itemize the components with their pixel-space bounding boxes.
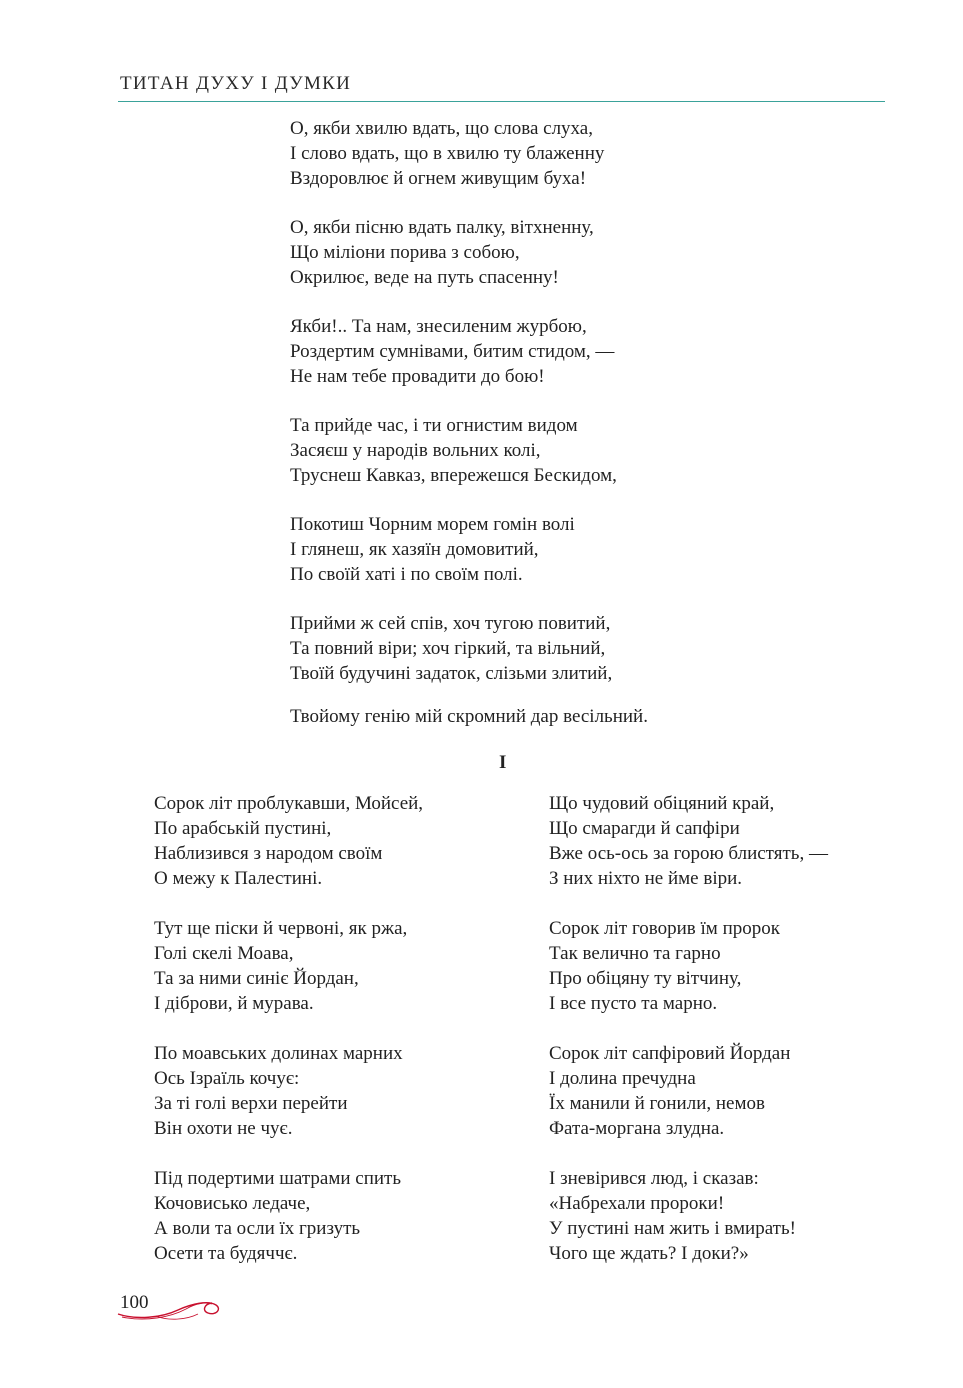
poem-line: І слово вдать, що в хвилю ту блаженну	[290, 143, 605, 164]
top-stanza-4	[290, 413, 617, 488]
poem-line: Наблизився з народом своїм	[154, 843, 383, 864]
poem-line: Твоїй будучині задаток, слізьми злитий,	[290, 663, 613, 684]
top-stanza-3	[290, 314, 614, 389]
poem-line: О межу к Палестині.	[154, 868, 323, 889]
poem-line: Фата-моргана злудна.	[549, 1118, 725, 1139]
poem-line: Та за ними синіє Йордан,	[154, 968, 359, 989]
poem-line: А воли та осли їх гризуть	[154, 1218, 361, 1239]
poem-line: Чого ще ждать? І доки?»	[549, 1243, 749, 1264]
running-header: ТИТАН ДУХУ І ДУМКИ	[120, 73, 352, 94]
top-stanza-2	[290, 215, 594, 290]
poem-line: За ті голі верхи перейти	[154, 1093, 348, 1114]
poem-line: З них ніхто не йме віри.	[549, 868, 743, 889]
poem-line: І діброви, й мурава.	[154, 993, 314, 1014]
poem-line: І глянеш, як хазяїн домовитий,	[290, 539, 539, 560]
poem-line: Ось Ізраїль кочує:	[154, 1068, 300, 1089]
poem-line: І все пусто та марно.	[549, 993, 718, 1014]
poem-line: Вже ось-ось за горою блистять, —	[549, 843, 828, 864]
poem-line: Сорок літ проблукавши, Мойсей,	[154, 793, 424, 814]
left-stanza-4	[154, 1166, 401, 1266]
poem-line: Голі скелі Моава,	[154, 943, 294, 964]
poem-line: Що чудовий обіцяний край,	[549, 793, 775, 814]
section-numeral: I	[499, 752, 507, 773]
poem-line: По своїй хаті і по своїм полі.	[290, 564, 523, 585]
poem-line: Та повний віри; хоч гіркий, та вільний,	[290, 638, 606, 659]
top-stanza-5	[290, 512, 575, 587]
top-stanza-1	[290, 116, 604, 191]
page-number: 100	[120, 1292, 149, 1313]
poem-line: Твойому генію мій скромний дар весільний.	[290, 706, 648, 727]
poem-line: Сорок літ сапфіровий Йордан	[549, 1043, 791, 1064]
poem-line: Не нам тебе провадити до бою!	[290, 366, 545, 387]
poem-line: Роздертим сумнівами, битим стидом, —	[290, 341, 615, 362]
left-stanza-3	[154, 1041, 403, 1141]
poem-line: Що міліони порива з собою,	[290, 242, 520, 263]
poem-line: О, якби хвилю вдать, що слова слуха,	[290, 118, 593, 139]
poem-line: Окрилює, веде на путь спасенну!	[290, 267, 559, 288]
poem-line: Труснеш Кавказ, впережешся Бескидом,	[290, 465, 617, 486]
poem-line: Під подертими шатрами спить	[154, 1168, 402, 1189]
poem-line: І зневірився люд, і сказав:	[549, 1168, 759, 1189]
right-stanza-2	[549, 916, 780, 1016]
header-rule	[118, 101, 885, 102]
poem-line: Він охоти не чує.	[154, 1118, 293, 1139]
poem-line: Прийми ж сей спів, хоч тугою повитий,	[290, 613, 611, 634]
poem-line: У пустині нам жить і вмирать!	[549, 1218, 796, 1239]
left-stanza-1	[154, 791, 423, 891]
right-stanza-3	[549, 1041, 790, 1141]
poem-line: По арабській пустині,	[154, 818, 332, 839]
top-stanza-6	[290, 611, 612, 686]
poem-line: Кочовисько ледаче,	[154, 1193, 311, 1214]
poem-line: Про обіцяну ту вітчину,	[549, 968, 742, 989]
poem-line: Осети та будяччє.	[154, 1243, 298, 1264]
right-stanza-1	[549, 791, 828, 891]
poem-line: І долина пречудна	[549, 1068, 696, 1089]
poem-line: Сорок літ говорив їм пророк	[549, 918, 780, 939]
poem-line: Засяєш у народів вольних колі,	[290, 440, 541, 461]
poem-line: Тут ще піски й червоні, як ржа,	[154, 918, 408, 939]
poem-line: По моавських долинах марних	[154, 1043, 403, 1064]
poem-line: Якби!.. Та нам, знесиленим журбою,	[290, 316, 587, 337]
right-stanza-4	[549, 1166, 796, 1266]
top-stanza-7	[290, 704, 648, 729]
poem-line: «Набрехали пророки!	[549, 1193, 725, 1214]
poem-line: Їх манили й гонили, немов	[549, 1093, 765, 1114]
poem-line: О, якби пісню вдать палку, вітхненну,	[290, 217, 594, 238]
poem-line: Що смарагди й сапфіри	[549, 818, 740, 839]
left-stanza-2	[154, 916, 407, 1016]
poem-line: Так велично та гарно	[549, 943, 721, 964]
poem-line: Та прийде час, і ти огнистим видом	[290, 415, 578, 436]
poem-line: Вздоровлює й огнем живущим буха!	[290, 168, 587, 189]
poem-line: Покотиш Чорним морем гомін волі	[290, 514, 575, 535]
